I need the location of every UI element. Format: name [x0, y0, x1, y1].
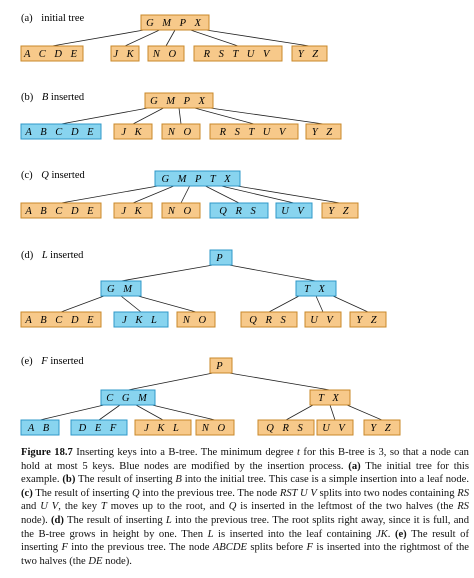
- node-keys: Y Z: [328, 206, 352, 217]
- node-keys: T X: [318, 393, 342, 404]
- btree-node: [196, 420, 234, 435]
- btree-node: [276, 203, 312, 218]
- tree-edge: [237, 186, 340, 203]
- tree-edge: [330, 405, 335, 420]
- caption-figure-label: Figure 18.7: [21, 447, 73, 458]
- btree-node: [71, 420, 127, 435]
- tree-edge: [61, 186, 158, 203]
- btree-node: [305, 312, 341, 327]
- tree-edge: [221, 186, 294, 203]
- node-keys: Y Z: [297, 49, 322, 60]
- tree-edge: [347, 405, 382, 420]
- tree-edge: [286, 405, 313, 420]
- tree-edge: [136, 405, 163, 420]
- node-keys: U V: [310, 315, 336, 326]
- tree-edge: [229, 373, 330, 390]
- node-keys: U V: [281, 206, 307, 217]
- node-keys: G M P X: [150, 96, 208, 107]
- node-keys: T X: [304, 284, 328, 295]
- node-keys: J K: [113, 49, 137, 60]
- tree-edge: [205, 186, 239, 203]
- tree-edge: [121, 265, 213, 281]
- node-keys: U V: [322, 423, 348, 434]
- btree-node: [317, 420, 353, 435]
- btree-node: [21, 46, 83, 61]
- node-keys: A B: [27, 423, 53, 434]
- node-keys: D E F: [78, 423, 120, 434]
- btree-node: [194, 46, 282, 61]
- node-keys: N O: [152, 49, 180, 60]
- node-keys: G M: [107, 284, 135, 295]
- btree-node: [364, 420, 400, 435]
- node-keys: Y Z: [311, 127, 336, 138]
- tree-edge: [191, 30, 239, 46]
- node-keys: J K L: [122, 315, 160, 326]
- panel-label: (d) L inserted: [21, 250, 84, 261]
- btree-node: [292, 46, 327, 61]
- btree-node: [101, 390, 155, 405]
- tree-edge: [179, 108, 181, 124]
- tree-edge: [133, 108, 164, 124]
- btree-node: [350, 312, 386, 327]
- tree-edge: [210, 108, 324, 124]
- tree-edge: [316, 296, 323, 312]
- btree-node: [114, 124, 152, 139]
- btree-node: [21, 312, 101, 327]
- node-keys: C G M: [106, 393, 150, 404]
- node-keys: Y Z: [356, 315, 380, 326]
- btree-node: [21, 124, 101, 139]
- node-keys: G M P X: [146, 18, 204, 29]
- btree-node: [135, 420, 191, 435]
- btree-node: [145, 93, 213, 108]
- tree-edge: [206, 30, 310, 46]
- node-keys: J K: [121, 127, 145, 138]
- btree-node: [114, 312, 168, 327]
- btree-node: [162, 124, 200, 139]
- node-keys: R S T U V: [203, 49, 273, 60]
- tree-edge: [99, 405, 120, 420]
- tree-edge: [40, 405, 104, 420]
- btree-node: [21, 203, 101, 218]
- btree-node: [162, 203, 200, 218]
- btree-node: [306, 124, 341, 139]
- panel-label: (e) F inserted: [21, 356, 84, 367]
- tree-edge: [333, 296, 368, 312]
- node-keys: Y Z: [370, 423, 394, 434]
- nodes-layer: [21, 15, 400, 435]
- node-keys: J K L: [144, 423, 182, 434]
- panel-label: (c) Q inserted: [21, 170, 85, 181]
- node-keys: A B C D E: [25, 127, 97, 138]
- node-keys: G M P T X: [161, 174, 234, 185]
- btree-node: [210, 124, 298, 139]
- tree-edge: [166, 30, 175, 46]
- btree-node: [101, 281, 141, 296]
- node-keys: Q R S: [249, 315, 289, 326]
- btree-node: [210, 203, 268, 218]
- tree-edge: [181, 186, 190, 203]
- btree-node: [322, 203, 358, 218]
- node-keys: P: [216, 361, 226, 372]
- tree-edge: [121, 296, 141, 312]
- node-keys: Q R S: [219, 206, 259, 217]
- tree-edge: [133, 186, 174, 203]
- btree-node: [155, 171, 240, 186]
- btree-node: [310, 390, 350, 405]
- btree-node: [210, 358, 232, 373]
- btree-node: [241, 312, 297, 327]
- btree-node: [148, 46, 184, 61]
- node-keys: N O: [167, 206, 195, 217]
- node-keys: P: [216, 253, 226, 264]
- node-keys: A B C D E: [25, 206, 97, 217]
- tree-edge: [61, 108, 148, 124]
- node-keys: A B C D E: [25, 315, 97, 326]
- node-keys: R S T U V: [219, 127, 289, 138]
- btree-node: [111, 46, 139, 61]
- btree-node: [141, 15, 209, 30]
- node-keys: N O: [201, 423, 229, 434]
- panel-label: (a) initial tree: [21, 13, 85, 24]
- node-keys: Q R S: [266, 423, 306, 434]
- btree-node: [21, 420, 59, 435]
- figure-caption: Figure 18.7 Inserting keys into a B-tree. The minimum degree t for this B-tree is 3, so that a node can hold at most 5 keys. Blue nodes are modified by the insertion process. (a) The initial tree for this example. (b) The result of inserting B into the initial tree. This case is a simple insertion into a leaf node. (c) The result of inserting Q into the previous tree. The node RST U V splits into two nodes containing RS and U V, the key T moves up to the root, and Q is inserted in the leftmost of the two halves (the RS node). (d) The result of inserting L into the previous tree. The root splits right away, since it is full, and the B-tree grows in height by one. Then L is inserted into the leaf containing JK. (e) The result of inserting F into the previous tree. The node ABCDE splits before F is inserted into the rightmost of the two halves (the DE node).: [21, 447, 469, 567]
- node-keys: J K: [121, 206, 145, 217]
- node-keys: A C D E: [23, 49, 81, 60]
- tree-edge: [138, 296, 196, 312]
- tree-edge: [128, 373, 213, 390]
- node-keys: N O: [167, 127, 195, 138]
- tree-edge: [229, 265, 316, 281]
- node-keys: N O: [182, 315, 210, 326]
- btree-node: [177, 312, 215, 327]
- btree-node: [114, 203, 152, 218]
- tree-edge: [269, 296, 299, 312]
- btree-node: [296, 281, 336, 296]
- tree-edge: [152, 405, 215, 420]
- btree-node: [210, 250, 232, 265]
- tree-edge: [61, 296, 104, 312]
- btree-node: [258, 420, 314, 435]
- panel-label: (b) B inserted: [21, 92, 85, 103]
